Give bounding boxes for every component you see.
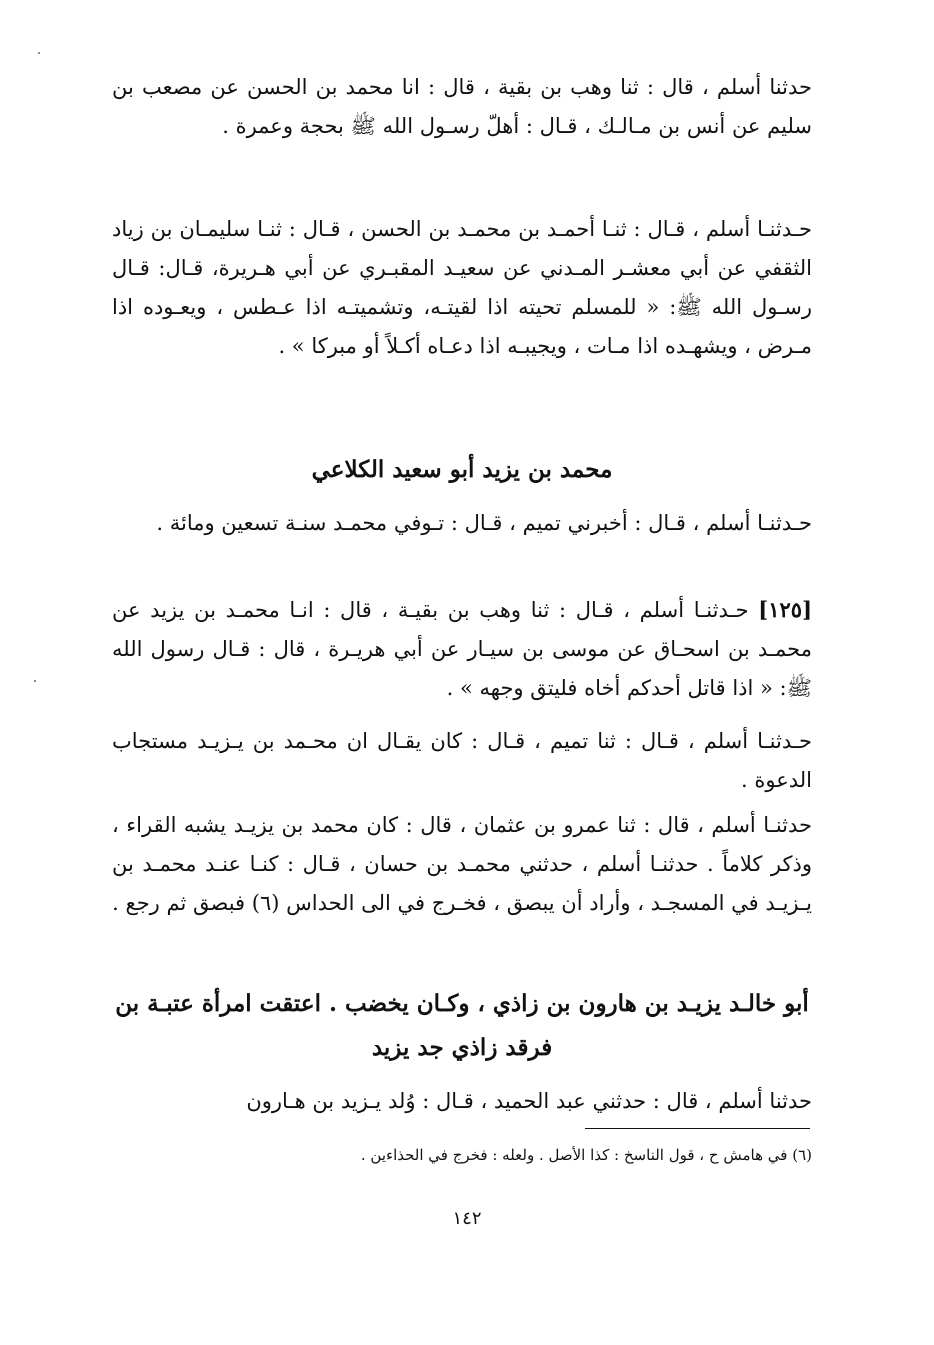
paragraph-text: حدثنا أسلم ، قال : ثنا وهب بن بقية ، قال : انا محمد بن الحسن عن مصعب بن سليم عن أنس بن مـالـك ، قـال : أهلّ رسـول الله ﷺ بحجة وعمرة . xyxy=(112,75,812,138)
section-heading-1: محمد بن يزيد أبو سعيد الكلاعي xyxy=(311,456,613,483)
paragraph-5 xyxy=(112,722,812,800)
paragraph-text: حدثنـا أسلم ، قال : ثنا عمرو بن عثمان ، قال : كان محمد بن يزيـد يشبه القراء ، وذكر كلاماً . حدثنـا أسلم ، حدثني محمـد بن حسان ، قـال : كنـا عنـد محمـد بن يـزيـد في المسجـد ، وأراد أن يبصق ، فخـرج في الى الحداس (٦) فبصق ثم رجع . xyxy=(112,813,812,915)
paragraph-6 xyxy=(112,806,812,923)
footnote: (٦) في هامش ح ، قول الناسخ : كذا الأصل . ولعله : فخرج في الحذاءين . xyxy=(360,1146,812,1164)
paragraph-text: حـدثنـا أسلم ، قـال : أخبرني تميم ، قـال : تـوفي محمـد سنـة تسعين ومائة . xyxy=(156,511,812,535)
paragraph-3 xyxy=(112,504,812,543)
paragraph-text: حـدثنـا أسلم ، قـال : ثنـا أحمـد بن محمـد بن الحسن ، قـال : ثنـا سليمـان بن زياد الثقفي عن أبي معشـر المـدني عن سعيـد المقبـري عن أبي هـريرة، قـال: قـال رسـول الله ﷺ: « للمسلم تحيته اذا لقيتـه، وتشميتـه اذا عـطس ، ويعـوده اذا مـرض ، ويشهـده اذا مـات ، ويجيبـه اذا دعـاه أكـلاً أو مبركا » . xyxy=(112,217,812,358)
paragraph-4 xyxy=(112,590,812,708)
page-number: ١٤٢ xyxy=(452,1208,482,1229)
paragraph-7 xyxy=(112,1082,812,1121)
paragraph-1 xyxy=(112,68,812,146)
section-heading-2: أبو خالـد يزيـد بن هارون بن زاذي ، وكـان يخضب . اعتقت امرأة عتبـة بن فرقد زاذي جد يزيد xyxy=(115,990,809,1061)
scan-speck xyxy=(38,52,40,54)
hadith-number: [١٢٥] xyxy=(758,597,812,622)
paragraph-text: حـدثنـا أسلم ، قـال : ثنا وهب بن بقيـة ، قال : انـا محمـد بن يزيد عن محمـد بن اسحـاق عن موسى بن سيـار عن أبي هريـرة ، قال : قـال رسول الله ﷺ: « اذا قاتل أحدكم أخاه فليتق وجهه » . xyxy=(112,598,812,700)
footnote-divider xyxy=(585,1128,810,1129)
paragraph-text: حـدثنـا أسلم ، قـال : ثنا تميم ، قـال : كان يقـال ان محـمد بن يـزيـد مستجاب الدعوة . xyxy=(112,729,812,792)
paragraph-2 xyxy=(112,210,812,366)
scan-speck xyxy=(34,680,36,682)
paragraph-text: حدثنا أسلم ، قال : حدثني عبد الحميد ، قـال : وُلد يـزيد بن هـارون xyxy=(246,1089,812,1113)
